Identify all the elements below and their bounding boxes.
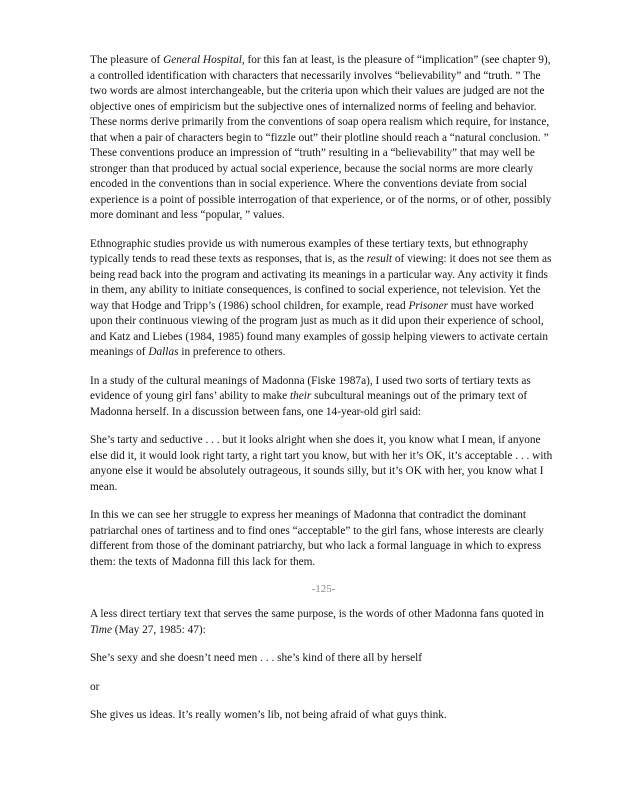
paragraph-ethnographic-studies: [90, 237, 557, 361]
body-text: in preference to others.: [178, 346, 286, 358]
body-text: A less direct tertiary text that serves the same purpose, is the words of other Madonna fans quoted in: [90, 608, 544, 620]
body-text: subcultural meanings out of the primary text of Madonna herself. In a discussion between fans, one 14-year-old girl said:: [90, 390, 528, 418]
quote-fan-ideas: [90, 708, 557, 724]
body-text: or: [90, 680, 100, 693]
body-text: Ethnographic studies provide us with numerous examples of these tertiary texts, but ethnography typically tends to read these texts as responses, that is, as the: [90, 237, 529, 265]
body-text: In this we can see her struggle to express her meanings of Madonna that contradict the dominant patriarchal ones of tartiness and to find ones “acceptable” to the girl fans, whose interests are clearly different from those of the dominant patriarchy, but who lack a formal language in which to express them: the texts of Madonna fill this lack for them.: [90, 509, 544, 568]
body-text: The pleasure of: [90, 54, 164, 66]
italic-title-text: their: [289, 390, 312, 402]
paragraph-general-hospital: [90, 53, 557, 224]
italic-title-text: General Hospital: [163, 54, 242, 66]
body-text: She’s tarty and seductive . . . but it looks alright when she does it, you know what I mean, if anyone else did it, it would look right tarty, a right tart you know, but with her it’s OK, it’s acceptable . . . with anyone else it would be absolutely outrageous, it sounds silly, but it’s OK with her, you know what I mean.: [90, 434, 553, 493]
body-text: She gives us ideas. It’s really women’s lib, not being afraid of what guys think.: [90, 709, 447, 721]
page-number: -125-: [311, 583, 336, 595]
italic-title-text: Time: [90, 623, 112, 636]
quote-fan-tarty: [90, 433, 557, 495]
body-text: , for this fan at least, is the pleasure of “implication” (see chapter 9), a controlled identification with characters that necessarily involves “believability” and “truth. ” The two words are almost interchangeable, but the criteria upon which their values are judged are not the objective ones of empiricism but the subjective ones of internalized norms of feeling and behavior. These norms derive primarily from the conventions of soap opera realism which require, for instance, that when a pair of characters begin to “fizzle out” their plotline should reach a “natural conclusion. ” These conventions produce an impression of “truth” resulting in a “believability” that may well be stronger than that produced by actual social experience, because the social norms are more clearly encoded in the conventions than in social experience. Where the conventions deviate from social experience is a point of possible interrogation of that experience, or of the norms, or of other, possibly more dominant and less “popular, ” values.: [90, 54, 552, 221]
italic-title-text: Dallas: [148, 346, 179, 358]
body-text: (May 27, 1985: 47):: [111, 623, 206, 636]
body-text: In a study of the cultural meanings of Madonna (Fiske 1987a), I used two sorts of tertiary texts as evidence of young girl fans’ ability to make: [90, 374, 531, 402]
body-text: of viewing: it does not see them as being read back into the program and activating its meanings in a particular way. Any activity it finds in them, any ability to initiate consequences, is confined to social experience, not television. Yet the way that Hodge and Tripp’s (1986) school children, for example, read: [90, 253, 552, 312]
quote-fan-sexy: [90, 651, 557, 667]
italic-title-text: Prisoner: [408, 299, 448, 312]
paragraph-struggle-meanings: [90, 508, 557, 570]
body-text: must have worked upon their continuous viewing of the program just as much as it did upon their experience of school, and Katz and Liebes (1984, 1985) found many examples of gossip helping viewers to activate certain meanings of: [90, 299, 549, 358]
paragraph-madonna-study: [90, 374, 557, 421]
italic-title-text: result: [366, 253, 393, 265]
paragraph-time-quote-intro: [90, 607, 557, 638]
conjunction-or: [90, 680, 557, 696]
body-text: She’s sexy and she doesn’t need men . . . she’s kind of there all by herself: [90, 652, 423, 664]
